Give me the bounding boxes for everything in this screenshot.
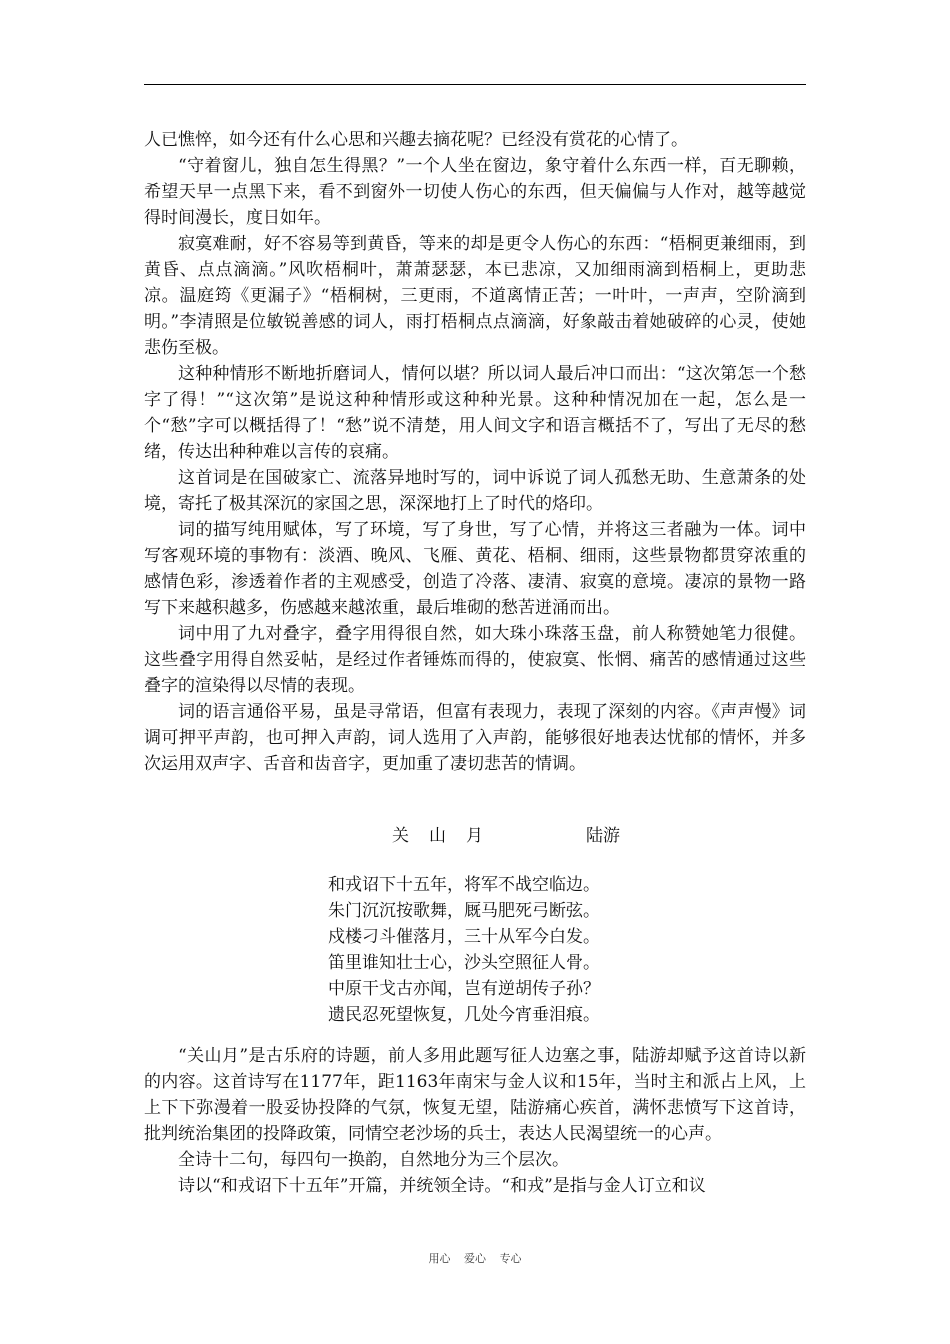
paragraph: “关山月”是古乐府的诗题，前人多用此题写征人边塞之事，陆游却赋予这首诗以新的内容。这首诗写在1177年，距1163年南宋与金人议和15年，当时主和派占上风，上上下下弥漫着一股妥协投降的气氛，恢复无望，陆游痛心疾首，满怀悲愤写下这首诗，批判统治集团的投降政策，同情空老沙场的兵士，表达人民渴望统一的心声。 bbox=[144, 1046, 806, 1144]
poem-body bbox=[328, 872, 648, 1028]
poem-line: 和戎诏下十五年，将军不战空临边。 bbox=[328, 875, 600, 895]
paragraph: “守着窗儿，独自怎生得黑？”一个人坐在窗边，象守着什么东西一样，百无聊赖，希望天早一点黑下来，看不到窗外一切使人伤心的东西，但天偏偏与人作对，越等越觉得时间漫长，度日如年。 bbox=[144, 156, 806, 228]
commentary-top bbox=[144, 127, 806, 777]
paragraph: 全诗十二句，每四句一换韵，自然地分为三个层次。 bbox=[178, 1150, 569, 1170]
poem-line: 遗民忍死望恢复，几处今宵垂泪痕。 bbox=[328, 1005, 600, 1025]
poem-author: 陆游 bbox=[586, 826, 620, 846]
paragraph: 这种种情形不断地折磨词人，情何以堪？所以词人最后冲口而出：“这次第怎一个愁字了得！”“这次第”是说这种种情形或这种种光景。这种种情况加在一起，怎么是一个“愁”字可以概括得了！“愁”说不清楚，用人间文字和语言概括不了，写出了无尽的愁绪，传达出种种难以言传的哀痛。 bbox=[144, 364, 806, 462]
poem-line: 中原干戈古亦闻，岂有逆胡传子孙？ bbox=[328, 979, 600, 999]
paragraph: 词的描写纯用赋体，写了环境，写了身世，写了心情，并将这三者融为一体。词中写客观环境的事物有：淡酒、晚风、飞雁、黄花、梧桐、细雨，这些景物都贯穿浓重的感情色彩，渗透着作者的主观感受，创造了冷落、凄清、寂寞的意境。凄凉的景物一路写下来越积越多，伤感越来越浓重，最后堆砌的愁苦迸涌而出。 bbox=[144, 520, 806, 618]
paragraph: 这首词是在国破家亡、流落异地时写的，词中诉说了词人孤愁无助、生意萧条的处境，寄托了极其深沉的家国之思，深深地打上了时代的烙印。 bbox=[144, 468, 806, 514]
poem-heading bbox=[0, 823, 950, 849]
page-footer: 用心 爱心 专心 bbox=[428, 1252, 522, 1265]
commentary-bottom bbox=[144, 1043, 806, 1199]
paragraph: 词中用了九对叠字，叠字用得很自然，如大珠小珠落玉盘，前人称赞她笔力很健。这些叠字用得自然妥帖，是经过作者锤炼而得的，使寂寞、怅惘、痛苦的感情通过这些叠字的渲染得以尽情的表现。 bbox=[144, 624, 806, 696]
paragraph: 诗以“和戎诏下十五年”开篇，并统领全诗。“和戎”是指与金人订立和议 bbox=[178, 1176, 706, 1196]
paragraph: 寂寞难耐，好不容易等到黄昏，等来的却是更令人伤心的东西：“梧桐更兼细雨，到黄昏、点点滴滴。”风吹梧桐叶，萧萧瑟瑟，本已悲凉，又加细雨滴到梧桐上，更助悲凉。温庭筠《更漏子》“梧桐树，三更雨，不道离情正苦；一叶叶，一声声，空阶滴到明。”李清照是位敏锐善感的词人，雨打梧桐点点滴滴，好象敲击着她破碎的心灵，使她悲伤至极。 bbox=[144, 234, 806, 358]
header-rule bbox=[144, 84, 806, 85]
paragraph: 词的语言通俗平易，虽是寻常语，但富有表现力，表现了深刻的内容。《声声慢》词调可押平声韵，也可押入声韵，词人选用了入声韵，能够很好地表达忧郁的情怀，并多次运用双声字、舌音和齿音字，更加重了凄切悲苦的情调。 bbox=[144, 702, 806, 774]
poem-title: 关山月 bbox=[392, 826, 503, 846]
paragraph: 人已憔悴，如今还有什么心思和兴趣去摘花呢？已经没有赏花的心情了。 bbox=[144, 130, 688, 150]
poem-line: 朱门沉沉按歌舞，厩马肥死弓断弦。 bbox=[328, 901, 600, 921]
poem-line: 戍楼刁斗催落月，三十从军今白发。 bbox=[328, 927, 600, 947]
poem-line: 笛里谁知壮士心，沙头空照征人骨。 bbox=[328, 953, 600, 973]
